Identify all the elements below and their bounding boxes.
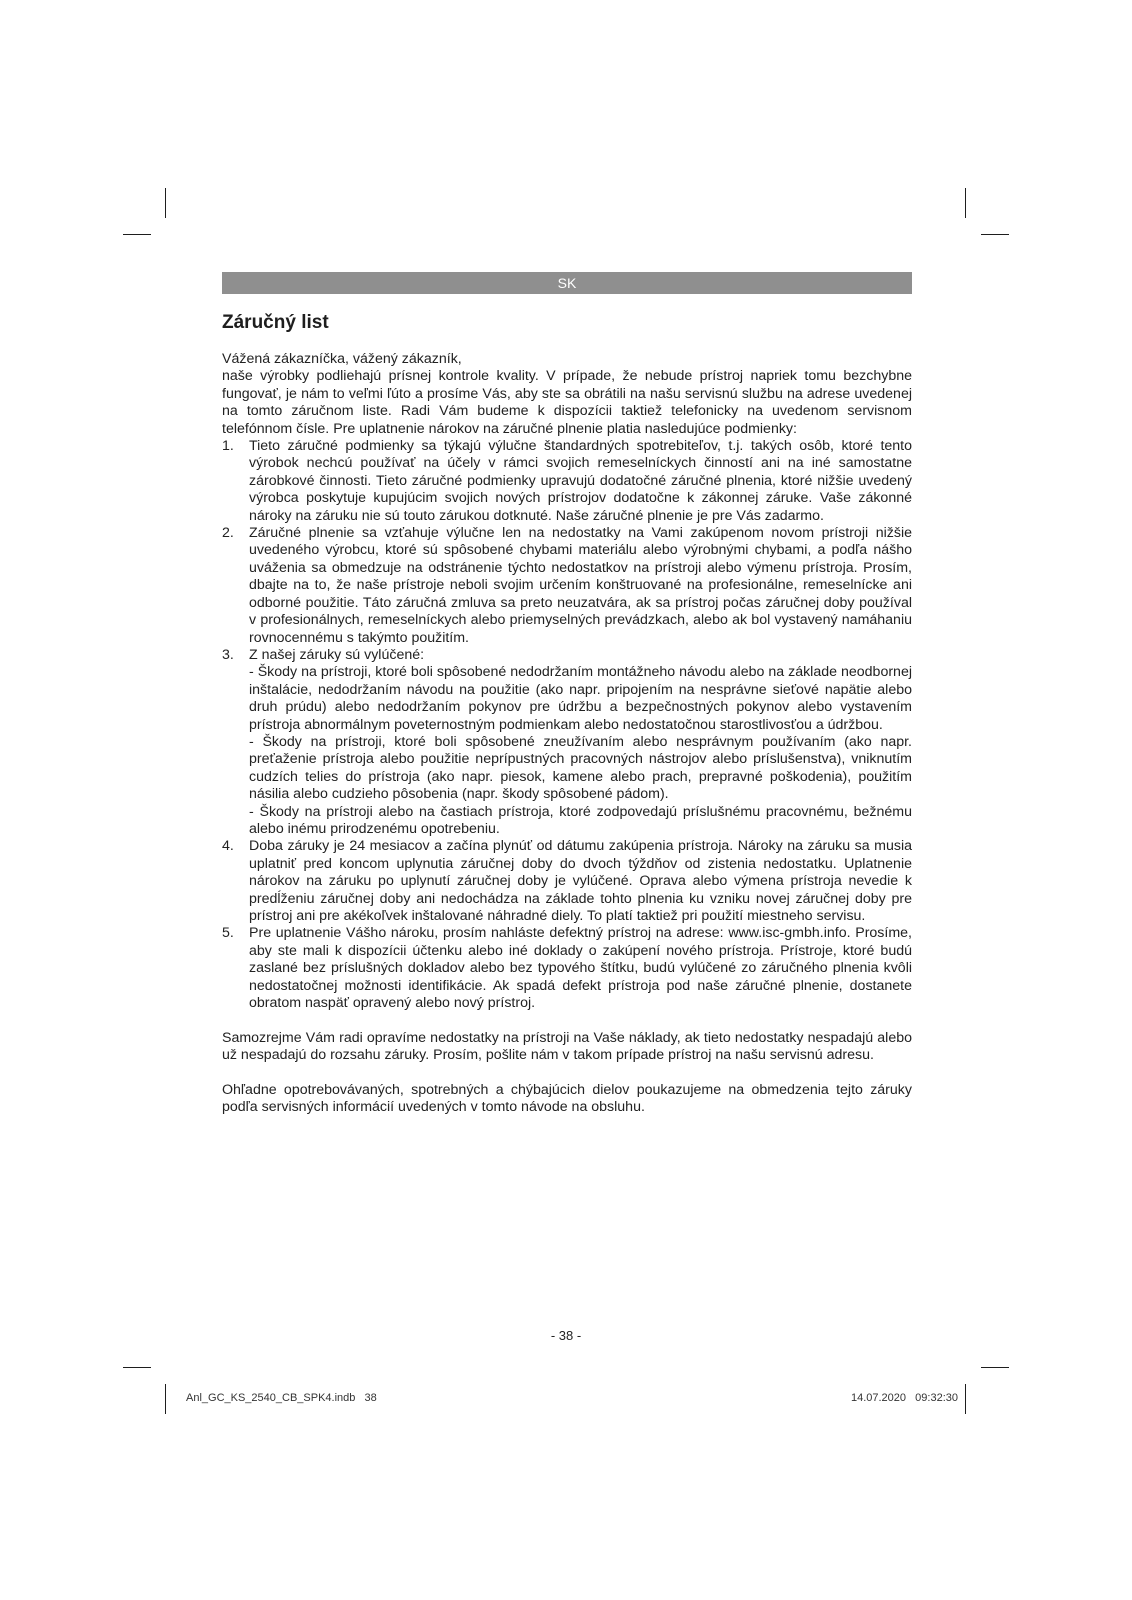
crop-mark (965, 1384, 966, 1414)
list-number: 1. (222, 438, 234, 455)
crop-mark (981, 1367, 1009, 1368)
page-title: Záručný list (222, 312, 329, 333)
crop-mark (123, 234, 151, 235)
list-item (222, 438, 912, 525)
list-number: 5. (222, 925, 234, 942)
crop-mark (981, 234, 1009, 235)
list-item-text: Z našej záruky sú vylúčené: (249, 646, 425, 663)
crop-mark (123, 1367, 151, 1368)
repair-paragraph: Samozrejme Vám radi opravíme nedostatky na prístroji na Vaše náklady, ak tieto nedostatky nespadajú alebo už nespadajú do rozsahu záruky. Prosím, pošlite nám v takom prípade prístroj na našu servisnú adresu. (222, 1029, 912, 1064)
greeting: Vážená zákazníčka, vážený zákazník, (222, 351, 462, 367)
list-item (222, 838, 912, 925)
exclusion-item: - Škody na prístroji alebo na častiach prístroja, ktoré zodpovedajú príslušnému pracovnému, bežnému alebo inému prirodzenému opotrebeniu. (249, 803, 912, 837)
language-code: SK (557, 275, 577, 291)
exclusion-item: - Škody na prístroji, ktoré boli spôsobené zneužívaním alebo nesprávnym používaním (ako napr. preťaženie prístroja alebo použitie neprípustných pracovných nástrojov alebo príslušenstva), vniknutím cudzích telies do prístroja (ako napr. piesok, kamene alebo prach, prepravné poškodenia), použitím násilia alebo cudzieho pôsobenia (napr. škody spôsobené pádom). (249, 733, 912, 803)
list-item-text: Doba záruky je 24 mesiacov a začína plynúť od dátumu zakúpenia prístroja. Nároky na záruku sa musia uplatniť pred koncom uplynutia záručnej doby do dvoch týždňov od zistenia nedostatku. Uplatnenie nárokov na záruku po uplynutí záručnej doby je vylúčené. Oprava alebo výmena prístroja nevedie k predĺženiu záručnej doby ani nedochádza na základe tohto plnenia ku vzniku novej záručnej doby pre prístroj ani pre akékoľvek inštalované náhradné diely. To platí taktiež pri použití miestneho servisu. (249, 838, 912, 924)
list-item (222, 647, 912, 838)
list-item (222, 525, 912, 647)
language-bar (222, 272, 912, 294)
crop-mark (965, 188, 966, 218)
page-number: - 38 - (550, 1328, 582, 1343)
list-item-text: Tieto záručné podmienky sa týkajú výlučne štandardných spotrebiteľov, t.j. takých osôb, ktoré tento výrobok nechcú používať na účely v rámci svojich remeselníckych činností ani na iné samostatne zárobkové činnosti. Tieto záručné podmienky upravujú dodatočné záručné plnenia, ktoré nižšie uvedený výrobca poskytuje kupujúcim svojich nových prístrojov dodatočne k zákonnej záruke. Vaše zákonné nároky na záruku nie sú touto zárukou dotknuté. Naše záručné plnenie je pre Vás zadarmo. (249, 438, 912, 524)
parts-paragraph: Ohľadne opotrebovávaných, spotrebných a chýbajúcich dielov poukazujeme na obmedzenia tejto záruky podľa servisných informácií uvedených v tomto návode na obsluhu. (222, 1082, 912, 1116)
footer-file-name: Anl_GC_KS_2540_CB_SPK4.indb 38 (186, 1392, 377, 1404)
intro-paragraph: naše výrobky podliehajú prísnej kontrole kvality. V prípade, že nebude prístroj napriek tomu bezchybne fungovať, je nám to veľmi ľúto a prosíme Vás, aby ste sa obrátili na našu servisnú službu na adrese uvedenej na tomto záručnom liste. Radi Vám budeme k dispozícii taktiež telefonicky na uvedenom servisnom telefónnom čísle. Pre uplatnenie nárokov na záručné plnenie platia nasledujúce podmienky: (222, 368, 912, 437)
list-number: 2. (222, 525, 234, 542)
document-body (222, 351, 912, 1117)
list-item-text: Pre uplatnenie Vášho nároku, prosím nahláste defektný prístroj na adrese: www.isc-gmbh.info. Prosíme, aby ste mali k dispozícii účtenku alebo iné doklady o zakúpení nového prístroja. Prístroje, ktoré budú zaslané bez príslušných dokladov alebo bez typového štítku, budú vylúčené zo záručného plnenia kvôli nedostatočnej možnosti identifikácie. Ak spadá defekt prístroja pod naše záručné plnenie, dostanete obratom naspäť opravený alebo nový prístroj. (249, 925, 912, 1012)
list-number: 4. (222, 838, 234, 855)
crop-mark (165, 188, 166, 218)
exclusion-item: - Škody na prístroji, ktoré boli spôsobené nedodržaním montážneho návodu alebo na základe neodbornej inštalácie, nedodržaním návodu na použitie (ako napr. pripojením na nesprávne sieťové napätie alebo druh prúdu) alebo nedodržaním pokynov pre údržbu a bezpečnostných pokynov alebo vystavením prístroja abnormálnym poveternostným podmienkam alebo nedostatočnou starostlivosťou a údržbou. (249, 664, 912, 733)
list-item-text: Záručné plnenie sa vzťahuje výlučne len na nedostatky na Vami zakúpenom novom prístroji nižšie uvedeného výrobcu, ktoré sú spôsobené chybami materiálu alebo výrobnými chybami, a podľa nášho uváženia sa obmedzuje na odstránenie týchto nedostatkov na prístroji alebo výmenu prístroja. Prosím, dbajte na to, že naše prístroje neboli svojim určením konštruované na profesionálne, remeselnícke ani odborné použitie. Táto záručná zmluva sa preto neuzatvára, ak sa prístroj počas záručnej doby používal v profesionálnych, remeselníckych alebo priemyselných prevádzkach, alebo ak bol vystavený namáhaniu rovnocennému s takýmto použitím. (249, 525, 912, 646)
list-number: 3. (222, 646, 234, 663)
conditions-list (222, 438, 912, 1012)
footer-timestamp: 14.07.2020 09:32:30 (850, 1392, 958, 1404)
list-item (222, 925, 912, 1012)
crop-mark (165, 1384, 166, 1414)
